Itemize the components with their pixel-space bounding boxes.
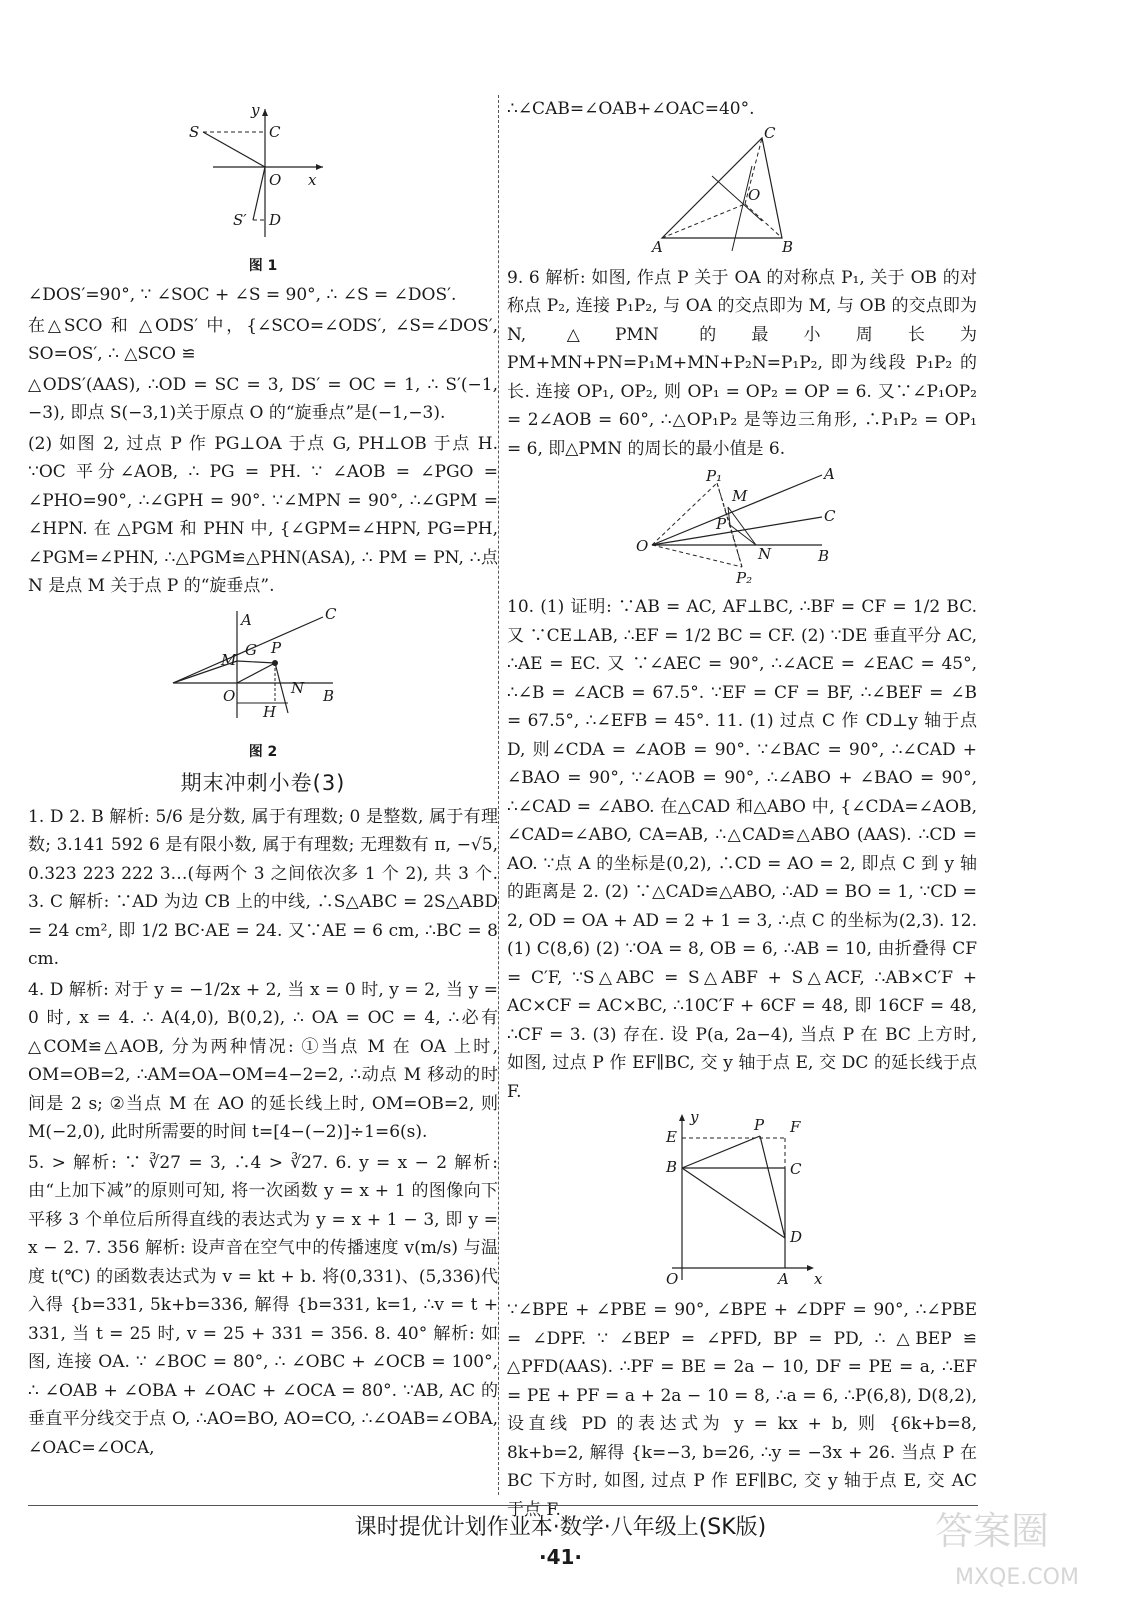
fig2-label-O: O <box>223 686 236 705</box>
column-divider <box>498 95 499 1495</box>
fig3-label-C: C <box>764 125 776 142</box>
fig2-label-A: A <box>241 610 252 629</box>
fig5-label-y: y <box>690 1108 699 1126</box>
figure-1-diagram <box>163 97 363 247</box>
answer-block: 5. > 解析: ∵ ∛27 = 3, ∴4 > ∛27. 6. y = x − 2 解析: 由“上加下减”的原则可知, 将一次函数 y = x + 1 的图像向下平移 3 个单位后所得直线的表达式为 y = x + 1 − 3, 即 y = x − 2. 7. 356 解析: 设声音在空气中的传播速度 v(m/s) 与温度 t(℃) 的函数表达式为 v = kt + b. 将(0,331)、(5,336)代入得 {b=331, 5k+b=336, 解得 {b=331, k=1, ∴v = t + 331, 当 t = 25 时, v = 25 + 331 = 356. 8. 40° 解析: 如图, 连接 OA. ∵ ∠BOC = 80°, ∴ ∠OBC + ∠OCB = 100°, ∴ ∠OAB + ∠OBA + ∠OAC + ∠OCA = 80°. ∵AB, AC 的垂直平分线交于点 O, ∴AO=BO, AO=CO, ∴∠OAB=∠OBA, ∠OAC=∠OCA, <box>28 1152 498 1458</box>
fig1-label-x: x <box>308 171 317 189</box>
figure-1 <box>28 97 498 251</box>
figure-4 <box>507 465 977 589</box>
footer-rule <box>28 1505 978 1506</box>
fig4-label-M: M <box>732 487 748 505</box>
fig5-label-F: F <box>790 1118 801 1136</box>
fig4-label-B: B <box>818 547 830 565</box>
watermark-logo <box>925 1496 1115 1596</box>
fig5-label-B: B <box>666 1158 678 1176</box>
figure-5-diagram <box>642 1108 842 1288</box>
fig1-label-S: S <box>189 123 200 141</box>
fig1-label-D: D <box>269 211 282 229</box>
fig2-label-C: C <box>325 604 337 623</box>
figure-2-caption: 图 2 <box>248 743 278 760</box>
fig3-label-A: A <box>652 237 663 256</box>
right-column <box>507 95 977 1526</box>
fig5-label-C: C <box>790 1160 802 1178</box>
left-paragraph: (2) 如图 2, 过点 P 作 PG⊥OA 于点 G, PH⊥OB 于点 H. ∵OC 平分∠AOB, ∴ PG = PH. ∵ ∠AOB = ∠PGO = ∠PHO=90°, ∴∠GPH = 90°. ∵∠MPN = 90°, ∴∠GPM = ∠HPN. 在 △PGM 和 PHN 中, {∠GPM=∠HPN, PG=PH, ∠PGM=∠PHN, ∴△PGM≌△PHN(ASA), ∴ PM = PN, ∴点 N 是点 M 关于点 P 的“旋垂点”. <box>28 433 498 596</box>
fig5-label-P: P <box>754 1116 765 1134</box>
fig1-label-O: O <box>269 171 282 189</box>
fig2-label-M: M <box>221 650 237 669</box>
left-column <box>28 95 498 1464</box>
svg-text:答案圈: 答案圈 <box>935 1509 1050 1553</box>
figure-3-diagram <box>642 126 842 256</box>
right-paragraph: ∴∠CAB=∠OAB+∠OAC=40°. <box>507 99 755 119</box>
fig5-label-O: O <box>666 1270 679 1288</box>
fig1-label-y: y <box>251 101 260 119</box>
answer-block: 4. D 解析: 对于 y = −1/2x + 2, 当 x = 0 时, y = 2, 当 y = 0 时, x = 4. ∴ A(4,0), B(0,2), ∴ OA = OC = 4, ∴必有 △COM≌△AOB, 分为两种情况: ①当点 M 在 OA 上时, OM=OB=2, ∴AM=OA−OM=4−2=2, ∴动点 M 移动的时间是 2 s; ②当点 M 在 AO 的延长线上时, OM=OB=2, 则 M(−2,0), 此时所需要的时间 t=[4−(−2)]÷1=6(s). <box>28 979 498 1142</box>
fig2-label-N: N <box>291 678 305 697</box>
fig1-label-C: C <box>269 123 281 141</box>
fig4-label-P1: P₁ <box>706 467 723 485</box>
figure-3 <box>507 126 977 260</box>
page-number: ·41· <box>538 1545 583 1569</box>
figure-5 <box>507 1108 977 1292</box>
figure-4-diagram <box>632 465 852 585</box>
fig4-label-P2: P₂ <box>736 569 753 585</box>
answer-block: 9. 6 解析: 如图, 作点 P 关于 OA 的对称点 P₁, 关于 OB 的对称点 P₂, 连接 P₁P₂, 与 OA 的交点即为 M, 与 OB 的交点即为 N, △PMN 的最小周长为 PM+MN+PN=P₁M+MN+P₂N=P₁P₂, 即为线段 P₁P₂ 的长. 连接 OP₁, OP₂, 则 OP₁ = OP₂ = OP = 6. 又∵∠P₁OP₂ = 2∠AOB = 60°, ∴△OP₁P₂ 是等边三角形, ∴P₁P₂ = OP₁ = 6, 即△PMN 的周长的最小值是 6. <box>507 267 977 459</box>
fig5-label-D: D <box>790 1228 803 1246</box>
fig2-label-H: H <box>263 702 277 721</box>
left-paragraph: 在△SCO 和 △ODS′ 中，{∠SCO=∠ODS′, ∠S=∠DOS′, SO=OS′, ∴ △SCO ≌ <box>28 315 498 364</box>
fig4-label-P: P <box>716 515 727 533</box>
fig4-label-N: N <box>758 545 772 563</box>
fig5-label-E: E <box>666 1128 677 1146</box>
left-paragraph: △ODS′(AAS), ∴OD = SC = 3, DS′ = OC = 1, ∴ S′(−1, −3), 即点 S(−3,1)关于原点 O 的“旋垂点”是(−1,−3). <box>28 374 498 423</box>
fig2-label-G: G <box>245 640 257 659</box>
fig2-label-P: P <box>271 638 282 657</box>
answer-block: 10. (1) 证明: ∵AB = AC, AF⊥BC, ∴BF = CF = 1/2 BC. 又 ∵CE⊥AB, ∴EF = 1/2 BC = CF. (2) ∵DE 垂直平分 AC, ∴AE = EC. 又 ∵∠AEC = 90°, ∴∠ACE = ∠EAC = 45°, ∴∠B = ∠ACB = 67.5°. ∵EF = CF = BF, ∴∠BEF = ∠B = 67.5°, ∴∠EFB = 45°. 11. (1) 过点 C 作 CD⊥y 轴于点 D, 则∠CDA = ∠AOB = 90°. ∵∠BAC = 90°, ∴∠CAD + ∠BAO = 90°, ∵∠AOB = 90°, ∴∠ABO + ∠BAO = 90°, ∴∠CAD = ∠ABO. 在△CAD 和△ABO 中, {∠CDA=∠AOB, ∠CAD=∠ABO, CA=AB, ∴△CAD≌△ABO (AAS). ∴CD = AO. ∵点 A 的坐标是(0,2), ∴CD = AO = 2, 即点 C 到 y 轴的距离是 2. (2) ∵△CAD≌△ABO, ∴AD = BO = 1, ∵CD = 2, OD = OA + AD = 2 + 1 = 3, ∴点 C 的坐标为(2,3). 12. (1) C(8,6) (2) ∵OA = 8, OB = 6, ∴AB = 10, 由折叠得 CF = C′F, ∵S△ABC = S△ABF + S△ACF, ∴AB×C′F + AC×CF = AC×BC, ∴10C′F + 6CF = 48, 即 16CF = 48, ∴CF = 3. (3) 存在. 设 P(a, 2a−4), 当点 P 在 BC 上方时, 如图, 过点 P 作 EF∥BC, 交 y 轴于点 E, 交 DC 的延长线于点 F. <box>507 597 977 1102</box>
fig4-label-O: O <box>636 537 649 555</box>
svg-text:MXQE.COM: MXQE.COM <box>955 1565 1079 1590</box>
fig4-label-C: C <box>824 507 836 525</box>
fig5-label-x: x <box>814 1270 823 1288</box>
fig3-label-O: O <box>748 185 761 204</box>
page-footer: 课时提优计划作业本·数学·八年级上(SK版) <box>354 1515 767 1540</box>
figure-1-caption: 图 1 <box>248 258 278 274</box>
answer-block: 1. D 2. B 解析: 5/6 是分数, 属于有理数; 0 是整数, 属于有理数; 3.141 592 6 是有限小数, 属于有理数; 无理数有 π, −√5, 0.323 223 222 3…(每两个 3 之间依次多 1 个 2), 共 3 个. 3. C 解析: ∵AD 为边 CB 上的中线, ∴S△ABC = 2S△ABD = 24 cm², 即 1/2 BC·AE = 24. 又∵AE = 6 cm, ∴BC = 8 cm. <box>28 806 498 969</box>
fig5-label-A: A <box>778 1270 789 1288</box>
section-title: 期末冲刺小卷(3) <box>180 770 346 795</box>
fig1-label-S-prime: S′ <box>233 211 247 229</box>
fig2-label-B: B <box>323 686 335 705</box>
answer-block: ∵∠BPE + ∠PBE = 90°, ∠BPE + ∠DPF = 90°, ∴∠PBE = ∠DPF. ∵ ∠BEP = ∠PFD, BP = PD, ∴ △BEP ≌ △PFD(AAS). ∴PF = BE = 2a − 10, DF = PE = a, ∴EF = PE + PF = a + 2a − 10 = 8, ∴a = 6, ∴P(6,8), D(8,2), 设直线 PD 的表达式为 y = kx + b, 则 {6k+b=8, 8k+b=2, 解得 {k=−3, b=26, ∴y = −3x + 26. 当点 P 在 BC 下方时, 如图, 过点 P 作 EF∥BC, 交 y 轴于点 E, 交 AC 于点 F. <box>507 1300 977 1520</box>
fig4-label-A: A <box>824 465 835 483</box>
fig3-label-B: B <box>782 237 794 256</box>
left-paragraph: ∠DOS′=90°, ∵ ∠SOC + ∠S = 90°, ∴ ∠S = ∠DOS′. <box>28 285 457 305</box>
figure-2 <box>28 603 498 737</box>
figure-2-diagram <box>163 603 363 733</box>
